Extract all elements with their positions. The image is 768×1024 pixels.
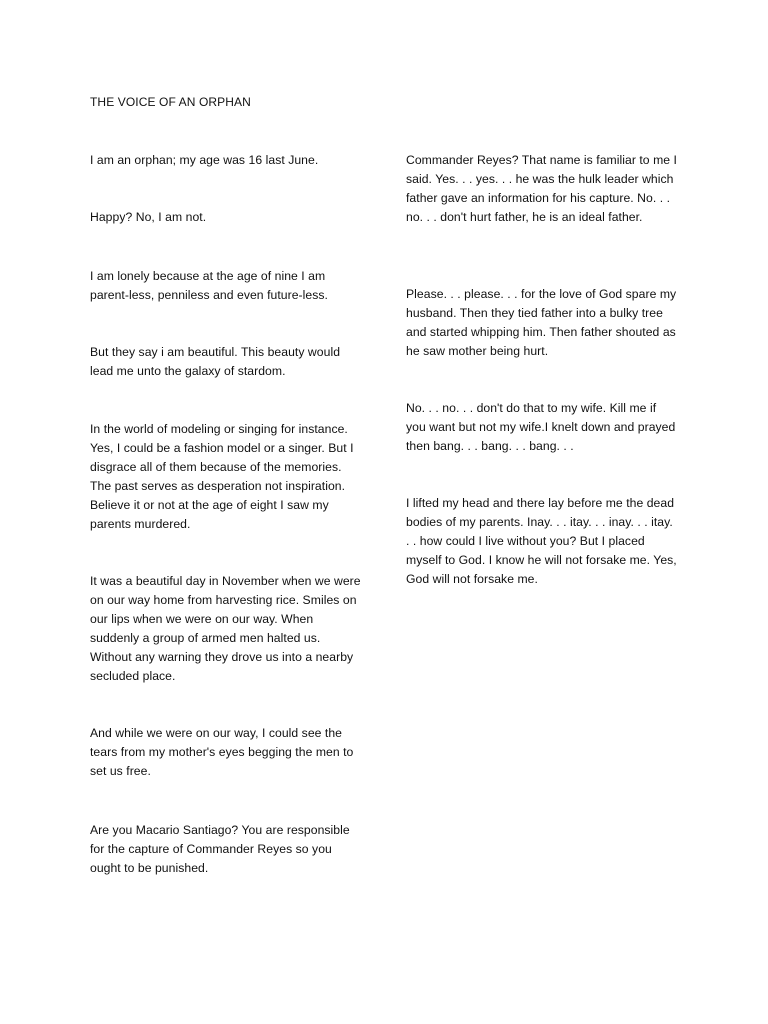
left-paragraph-4: But they say i am beautiful. This beauty would lead me unto the galaxy of stardom. bbox=[90, 345, 341, 378]
document-title: THE VOICE OF AN ORPHAN bbox=[90, 95, 251, 109]
left-paragraph-2: Happy? No, I am not. bbox=[90, 210, 207, 224]
right-paragraph-4: I lifted my head and there lay before me the dead bodies of my parents. Inay. . . itay. . . inay. . . itay. . . how could I live without you? But I placed myself to God. I know he will not forsake me. Yes, God will not forsake me. bbox=[406, 496, 677, 586]
left-paragraph-8: Are you Macario Santiago? You are responsible for the capture of Commander Reyes so you ought to be punished. bbox=[90, 823, 350, 875]
left-paragraph-6: It was a beautiful day in November when we were on our way home from harvesting rice. Smiles on our lips when we were on our way. When suddenly a group of armed men halted us. Without any warning they drove us into a nearby secluded place. bbox=[90, 574, 361, 683]
right-paragraph-2: Please. . . please. . . for the love of God spare my husband. Then they tied father into a bulky tree and started whipping him. Then father shouted as he saw mother being hurt. bbox=[406, 287, 677, 358]
left-paragraph-3: I am lonely because at the age of nine I am parent-less, penniless and even future-less. bbox=[90, 269, 328, 302]
left-paragraph-1: I am an orphan; my age was 16 last June. bbox=[90, 153, 319, 167]
right-paragraph-3: No. . . no. . . don't do that to my wife. Kill me if you want but not my wife.I knelt down and prayed then bang. . . bang. . . bang. . . bbox=[406, 401, 676, 453]
left-paragraph-5: In the world of modeling or singing for instance. Yes, I could be a fashion model or a singer. But I disgrace all of them because of the memories. The past serves as desperation not inspiration. Believe it or not at the age of eight I saw my parents murdered. bbox=[90, 422, 354, 531]
left-paragraph-7: And while we were on our way, I could see the tears from my mother's eyes begging the men to set us free. bbox=[90, 726, 354, 778]
right-paragraph-1: Commander Reyes? That name is familiar to me I said. Yes. . . yes. . . he was the hulk leader which father gave an information for his capture. No. . . no. . . don't hurt father, he is an ideal father. bbox=[406, 153, 677, 224]
